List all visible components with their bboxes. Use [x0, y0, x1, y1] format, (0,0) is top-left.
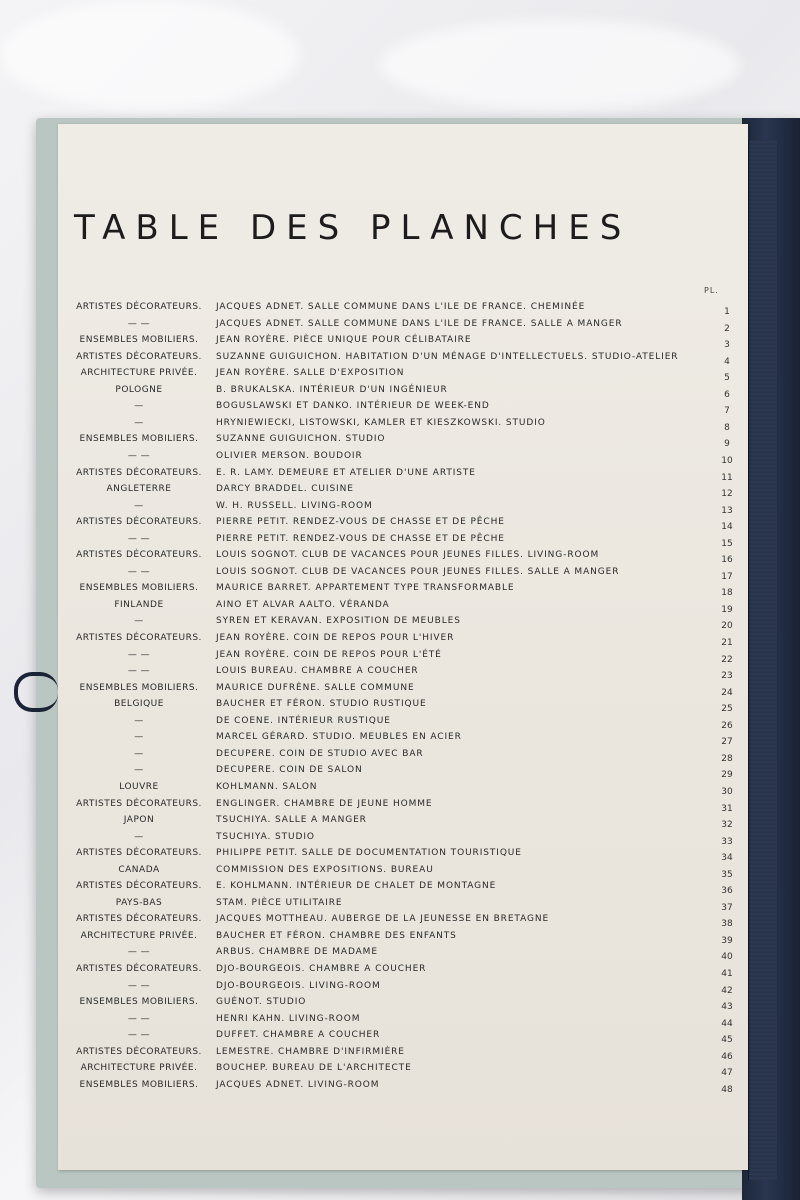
table-row: [0, 782, 760, 796]
row-category: —: [134, 765, 144, 775]
row-plate-number: 30: [721, 787, 733, 797]
row-entry: JACQUES ADNET. SALLE COMMUNE DANS L'ILE DE FRANCE. CHEMINÉE: [216, 302, 586, 312]
row-category: — —: [127, 981, 151, 991]
table-row: [0, 385, 760, 399]
row-entry: JEAN ROYÈRE. SALLE D'EXPOSITION: [216, 368, 405, 378]
row-plate-number: 35: [721, 870, 733, 880]
row-plate-number: 12: [721, 489, 733, 499]
row-entry: MAURICE DUFRÈNE. SALLE COMMUNE: [216, 683, 415, 693]
row-category: —: [134, 749, 144, 759]
row-category: JAPON: [123, 815, 155, 825]
row-entry: STAM. PIÈCE UTILITAIRE: [216, 898, 343, 908]
row-category: — —: [127, 947, 151, 957]
table-row: [0, 865, 760, 879]
row-entry: OLIVIER MERSON. BOUDOIR: [216, 451, 363, 461]
row-plate-number: 1: [724, 307, 730, 317]
table-row: [0, 749, 760, 763]
row-category: ARTISTES DÉCORATEURS.: [76, 550, 202, 560]
row-entry: E. R. LAMY. DEMEURE ET ATELIER D'UNE ARTISTE: [216, 468, 476, 478]
row-category: BELGIQUE: [114, 699, 164, 709]
row-category: ARTISTES DÉCORATEURS.: [76, 848, 202, 858]
table-row: [0, 1030, 760, 1044]
table-row: [0, 451, 760, 465]
table-row: [0, 666, 760, 680]
row-category: — —: [127, 567, 151, 577]
row-category: — —: [127, 1014, 151, 1024]
row-category: —: [134, 732, 144, 742]
row-plate-number: 39: [721, 936, 733, 946]
table-row: [0, 418, 760, 432]
row-entry: W. H. RUSSELL. LIVING-ROOM: [216, 501, 373, 511]
row-plate-number: 32: [721, 820, 733, 830]
row-plate-number: 31: [721, 804, 733, 814]
row-plate-number: 7: [724, 406, 730, 416]
row-entry: DJO-BOURGEOIS. CHAMBRE A COUCHER: [216, 964, 427, 974]
row-entry: DECUPERE. COIN DE STUDIO AVEC BAR: [216, 749, 424, 759]
table-row: [0, 964, 760, 978]
row-category: ARTISTES DÉCORATEURS.: [76, 964, 202, 974]
row-plate-number: 25: [721, 704, 733, 714]
row-plate-number: 15: [721, 539, 733, 549]
row-plate-number: 10: [721, 456, 733, 466]
row-entry: PIERRE PETIT. RENDEZ-VOUS DE CHASSE ET DE PÊCHE: [216, 534, 505, 544]
row-plate-number: 43: [721, 1002, 733, 1012]
row-category: POLOGNE: [115, 385, 163, 395]
row-category: ARTISTES DÉCORATEURS.: [76, 352, 202, 362]
table-row: [0, 616, 760, 630]
table-row: [0, 881, 760, 895]
table-row: [0, 534, 760, 548]
row-category: ENSEMBLES MOBILIERS.: [79, 335, 199, 345]
row-category: — —: [127, 534, 151, 544]
row-category: ENSEMBLES MOBILIERS.: [79, 683, 199, 693]
row-entry: DARCY BRADDEL. CUISINE: [216, 484, 354, 494]
table-row: [0, 434, 760, 448]
plate-column-header: PL.: [704, 286, 719, 295]
table-row: [0, 799, 760, 813]
row-plate-number: 9: [724, 439, 730, 449]
table-row: [0, 732, 760, 746]
row-category: — —: [127, 319, 151, 329]
row-category: —: [134, 832, 144, 842]
table-row: [0, 468, 760, 482]
row-category: LOUVRE: [119, 782, 159, 792]
row-plate-number: 17: [721, 572, 733, 582]
row-category: ARTISTES DÉCORATEURS.: [76, 302, 202, 312]
row-entry: BAUCHER ET FÉRON. STUDIO RUSTIQUE: [216, 699, 427, 709]
row-plate-number: 47: [721, 1068, 733, 1078]
row-category: FINLANDE: [114, 600, 164, 610]
row-entry: KOHLMANN. SALON: [216, 782, 318, 792]
row-entry: SUZANNE GUIGUICHON. STUDIO: [216, 434, 386, 444]
row-entry: TSUCHIYA. SALLE A MANGER: [216, 815, 367, 825]
row-plate-number: 3: [724, 340, 730, 350]
row-category: ARCHITECTURE PRIVÉE.: [80, 931, 198, 941]
table-row: [0, 898, 760, 912]
row-category: —: [134, 501, 144, 511]
row-plate-number: 44: [721, 1019, 733, 1029]
table-row: [0, 699, 760, 713]
row-entry: JEAN ROYÈRE. PIÈCE UNIQUE POUR CÉLIBATAIRE: [216, 335, 472, 345]
row-category: ENSEMBLES MOBILIERS.: [79, 1080, 199, 1090]
table-row: [0, 716, 760, 730]
table-row: [0, 981, 760, 995]
row-category: — —: [127, 1030, 151, 1040]
row-entry: GUÉNOT. STUDIO: [216, 997, 307, 1007]
row-entry: JACQUES ADNET. LIVING-ROOM: [216, 1080, 380, 1090]
row-entry: ENGLINGER. CHAMBRE DE JEUNE HOMME: [216, 799, 433, 809]
row-plate-number: 6: [724, 390, 730, 400]
row-category: PAYS-BAS: [115, 898, 163, 908]
table-row: [0, 1047, 760, 1061]
row-plate-number: 45: [721, 1035, 733, 1045]
row-plate-number: 42: [721, 986, 733, 996]
row-entry: SYREN ET KERAVAN. EXPOSITION DE MEUBLES: [216, 616, 461, 626]
row-category: ARTISTES DÉCORATEURS.: [76, 1047, 202, 1057]
row-entry: B. BRUKALSKA. INTÉRIEUR D'UN INGÉNIEUR: [216, 385, 448, 395]
table-row: [0, 368, 760, 382]
row-entry: DECUPERE. COIN DE SALON: [216, 765, 363, 775]
row-entry: DJO-BOURGEOIS. LIVING-ROOM: [216, 981, 381, 991]
row-entry: COMMISSION DES EXPOSITIONS. BUREAU: [216, 865, 434, 875]
row-entry: DUFFET. CHAMBRE A COUCHER: [216, 1030, 381, 1040]
row-entry: MARCEL GÉRARD. STUDIO. MEUBLES EN ACIER: [216, 732, 462, 742]
row-entry: JACQUES ADNET. SALLE COMMUNE DANS L'ILE DE FRANCE. SALLE A MANGER: [216, 319, 623, 329]
table-row: [0, 997, 760, 1011]
table-row: [0, 765, 760, 779]
table-row: [0, 848, 760, 862]
row-entry: JEAN ROYÈRE. COIN DE REPOS POUR L'ÉTÉ: [216, 650, 442, 660]
row-entry: BAUCHER ET FÉRON. CHAMBRE DES ENFANTS: [216, 931, 457, 941]
row-category: ARTISTES DÉCORATEURS.: [76, 468, 202, 478]
row-entry: LOUIS SOGNOT. CLUB DE VACANCES POUR JEUNES FILLES. SALLE A MANGER: [216, 567, 620, 577]
row-plate-number: 19: [721, 605, 733, 615]
table-row: [0, 484, 760, 498]
row-entry: HRYNIEWIECKI, LISTOWSKI, KAMLER ET KIESZKOWSKI. STUDIO: [216, 418, 546, 428]
row-plate-number: 22: [721, 655, 733, 665]
row-plate-number: 48: [721, 1085, 733, 1095]
row-category: ENSEMBLES MOBILIERS.: [79, 583, 199, 593]
row-plate-number: 11: [721, 473, 733, 483]
row-category: ENSEMBLES MOBILIERS.: [79, 434, 199, 444]
table-row: [0, 319, 760, 333]
row-plate-number: 21: [721, 638, 733, 648]
row-entry: AINO ET ALVAR AALTO. VÉRANDA: [216, 600, 390, 610]
row-plate-number: 20: [721, 621, 733, 631]
row-plate-number: 23: [721, 671, 733, 681]
row-entry: LOUIS BUREAU. CHAMBRE A COUCHER: [216, 666, 419, 676]
page-title: TABLE DES PLANCHES: [74, 208, 632, 248]
row-entry: LOUIS SOGNOT. CLUB DE VACANCES POUR JEUNES FILLES. LIVING-ROOM: [216, 550, 600, 560]
table-row: [0, 633, 760, 647]
row-category: — —: [127, 451, 151, 461]
row-category: — —: [127, 650, 151, 660]
table-row: [0, 600, 760, 614]
table-row: [0, 931, 760, 945]
row-entry: LEMESTRE. CHAMBRE D'INFIRMIÈRE: [216, 1047, 405, 1057]
row-category: ANGLETERRE: [106, 484, 172, 494]
row-plate-number: 27: [721, 737, 733, 747]
row-plate-number: 36: [721, 886, 733, 896]
table-row: [0, 815, 760, 829]
table-row: [0, 1014, 760, 1028]
row-entry: BOUCHEP. BUREAU DE L'ARCHITECTE: [216, 1063, 412, 1073]
row-category: ARTISTES DÉCORATEURS.: [76, 914, 202, 924]
row-plate-number: 2: [724, 324, 730, 334]
row-entry: SUZANNE GUIGUICHON. HABITATION D'UN MÉNAGE D'INTELLECTUELS. STUDIO-ATELIER: [216, 352, 679, 362]
row-entry: DE COENE. INTÉRIEUR RUSTIQUE: [216, 716, 391, 726]
row-category: ARTISTES DÉCORATEURS.: [76, 633, 202, 643]
table-row: [0, 1063, 760, 1077]
table-row: [0, 352, 760, 366]
row-category: ARTISTES DÉCORATEURS.: [76, 881, 202, 891]
row-category: —: [134, 616, 144, 626]
row-plate-number: 38: [721, 919, 733, 929]
row-plate-number: 8: [724, 423, 730, 433]
row-plate-number: 13: [721, 506, 733, 516]
row-entry: BOGUSLAWSKI ET DANKO. INTÉRIEUR DE WEEK-END: [216, 401, 490, 411]
row-entry: ARBUS. CHAMBRE DE MADAME: [216, 947, 378, 957]
row-category: —: [134, 401, 144, 411]
row-plate-number: 4: [724, 357, 730, 367]
row-plate-number: 16: [721, 555, 733, 565]
row-plate-number: 14: [721, 522, 733, 532]
row-plate-number: 34: [721, 853, 733, 863]
row-category: ARCHITECTURE PRIVÉE.: [80, 1063, 198, 1073]
table-row: [0, 650, 760, 664]
table-row: [0, 302, 760, 316]
row-category: —: [134, 716, 144, 726]
table-row: [0, 914, 760, 928]
table-row: [0, 550, 760, 564]
row-category: ENSEMBLES MOBILIERS.: [79, 997, 199, 1007]
row-category: CANADA: [118, 865, 160, 875]
table-row: [0, 583, 760, 597]
row-plate-number: 18: [721, 588, 733, 598]
row-entry: TSUCHIYA. STUDIO: [216, 832, 315, 842]
table-row: [0, 517, 760, 531]
row-category: ARTISTES DÉCORATEURS.: [76, 799, 202, 809]
row-entry: E. KOHLMANN. INTÉRIEUR DE CHALET DE MONTAGNE: [216, 881, 497, 891]
row-category: — —: [127, 666, 151, 676]
row-entry: MAURICE BARRET. APPARTEMENT TYPE TRANSFORMABLE: [216, 583, 515, 593]
row-entry: JEAN ROYÈRE. COIN DE REPOS POUR L'HIVER: [216, 633, 455, 643]
row-category: ARCHITECTURE PRIVÉE.: [80, 368, 198, 378]
table-row: [0, 401, 760, 415]
row-plate-number: 28: [721, 754, 733, 764]
row-entry: PHILIPPE PETIT. SALLE DE DOCUMENTATION TOURISTIQUE: [216, 848, 522, 858]
row-category: —: [134, 418, 144, 428]
row-plate-number: 24: [721, 688, 733, 698]
table-row: [0, 1080, 760, 1094]
row-plate-number: 33: [721, 837, 733, 847]
table-row: [0, 567, 760, 581]
table-row: [0, 832, 760, 846]
table-row: [0, 335, 760, 349]
row-plate-number: 40: [721, 952, 733, 962]
row-entry: HENRI KAHN. LIVING-ROOM: [216, 1014, 361, 1024]
row-category: ARTISTES DÉCORATEURS.: [76, 517, 202, 527]
row-plate-number: 5: [724, 373, 730, 383]
row-entry: PIERRE PETIT. RENDEZ-VOUS DE CHASSE ET DE PÊCHE: [216, 517, 505, 527]
table-row: [0, 501, 760, 515]
row-plate-number: 29: [721, 770, 733, 780]
row-plate-number: 37: [721, 903, 733, 913]
row-plate-number: 26: [721, 721, 733, 731]
row-entry: JACQUES MOTTHEAU. AUBERGE DE LA JEUNESSE EN BRETAGNE: [216, 914, 550, 924]
table-row: [0, 947, 760, 961]
row-plate-number: 46: [721, 1052, 733, 1062]
row-plate-number: 41: [721, 969, 733, 979]
table-row: [0, 683, 760, 697]
